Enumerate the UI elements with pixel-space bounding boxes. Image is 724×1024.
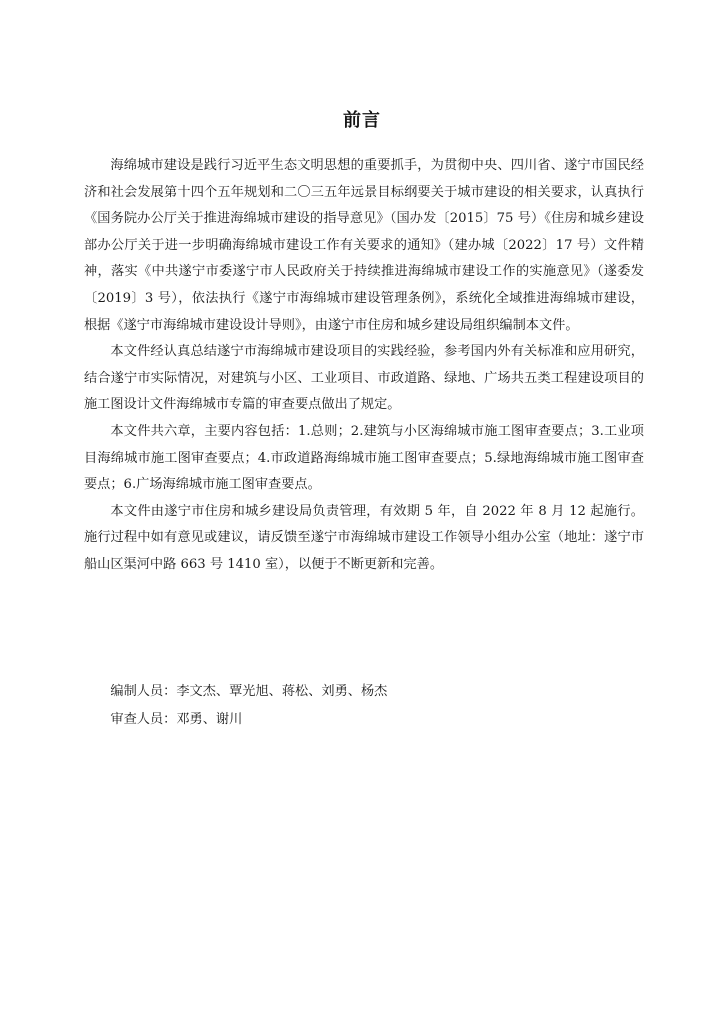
reviewers-line: 审查人员：邓勇、谢川 <box>110 712 243 727</box>
paragraph-validity: 本文件由遂宁市住房和城乡建设局负责管理，有效期 5 年，自 2022 年 8 月 12 起施行。施行过程中如有意见或建议，请反馈至遂宁市海绵城市建设工作领导小组办公室（地址：遂宁市船山区渠河中路 663 号 1410 室），以便于不断更新和完善。 <box>84 503 644 572</box>
staff-list <box>84 678 644 734</box>
paragraph-scope: 本文件经认真总结遂宁市海绵城市建设项目的实践经验，参考国内外有关标准和应用研究，结合遂宁市实际情况，对建筑与小区、工业项目、市政道路、绿地、广场共五类工程建设项目的施工图设计文件海绵城市专篇的审查要点做出了规定。 <box>84 344 644 413</box>
paragraph-contents: 本文件共六章，主要内容包括：1.总则；2.建筑与小区海绵城市施工图审查要点；3.工业项目海绵城市施工图审查要点；4.市政道路海绵城市施工图审查要点；5.绿地海绵城市施工图审查要点；6.广场海绵城市施工图审查要点。 <box>84 423 644 493</box>
compilers-line: 编制人员：李文杰、覃光旭、蒋松、刘勇、杨杰 <box>110 684 388 699</box>
page-title: 前言 <box>343 110 381 131</box>
paragraph-background: 海绵城市建设是践行习近平生态文明思想的重要抓手，为贯彻中央、四川省、遂宁市国民经济和社会发展第十四个五年规划和二〇三五年远景目标纲要关于城市建设的相关要求，认真执行《国务院办公厅关于推进海绵城市建设的指导意见》（国办发〔2015〕75 号）《住房和城乡建设部办公厅关于进一步明确海绵城市建设工作有关要求的通知》（建办城〔2022〕17 号）文件精神，落实《中共遂宁市委遂宁市人民政府关于持续推进海绵城市建设工作的实施意见》（遂委发〔2019〕3 号），依法执行《遂宁市海绵城市建设管理条例》，系统化全域推进海绵城市建设，根据《遂宁市海绵城市建设设计导则》，由遂宁市住房和城乡建设局组织编制本文件。 <box>84 158 644 333</box>
preface-body <box>84 153 644 579</box>
